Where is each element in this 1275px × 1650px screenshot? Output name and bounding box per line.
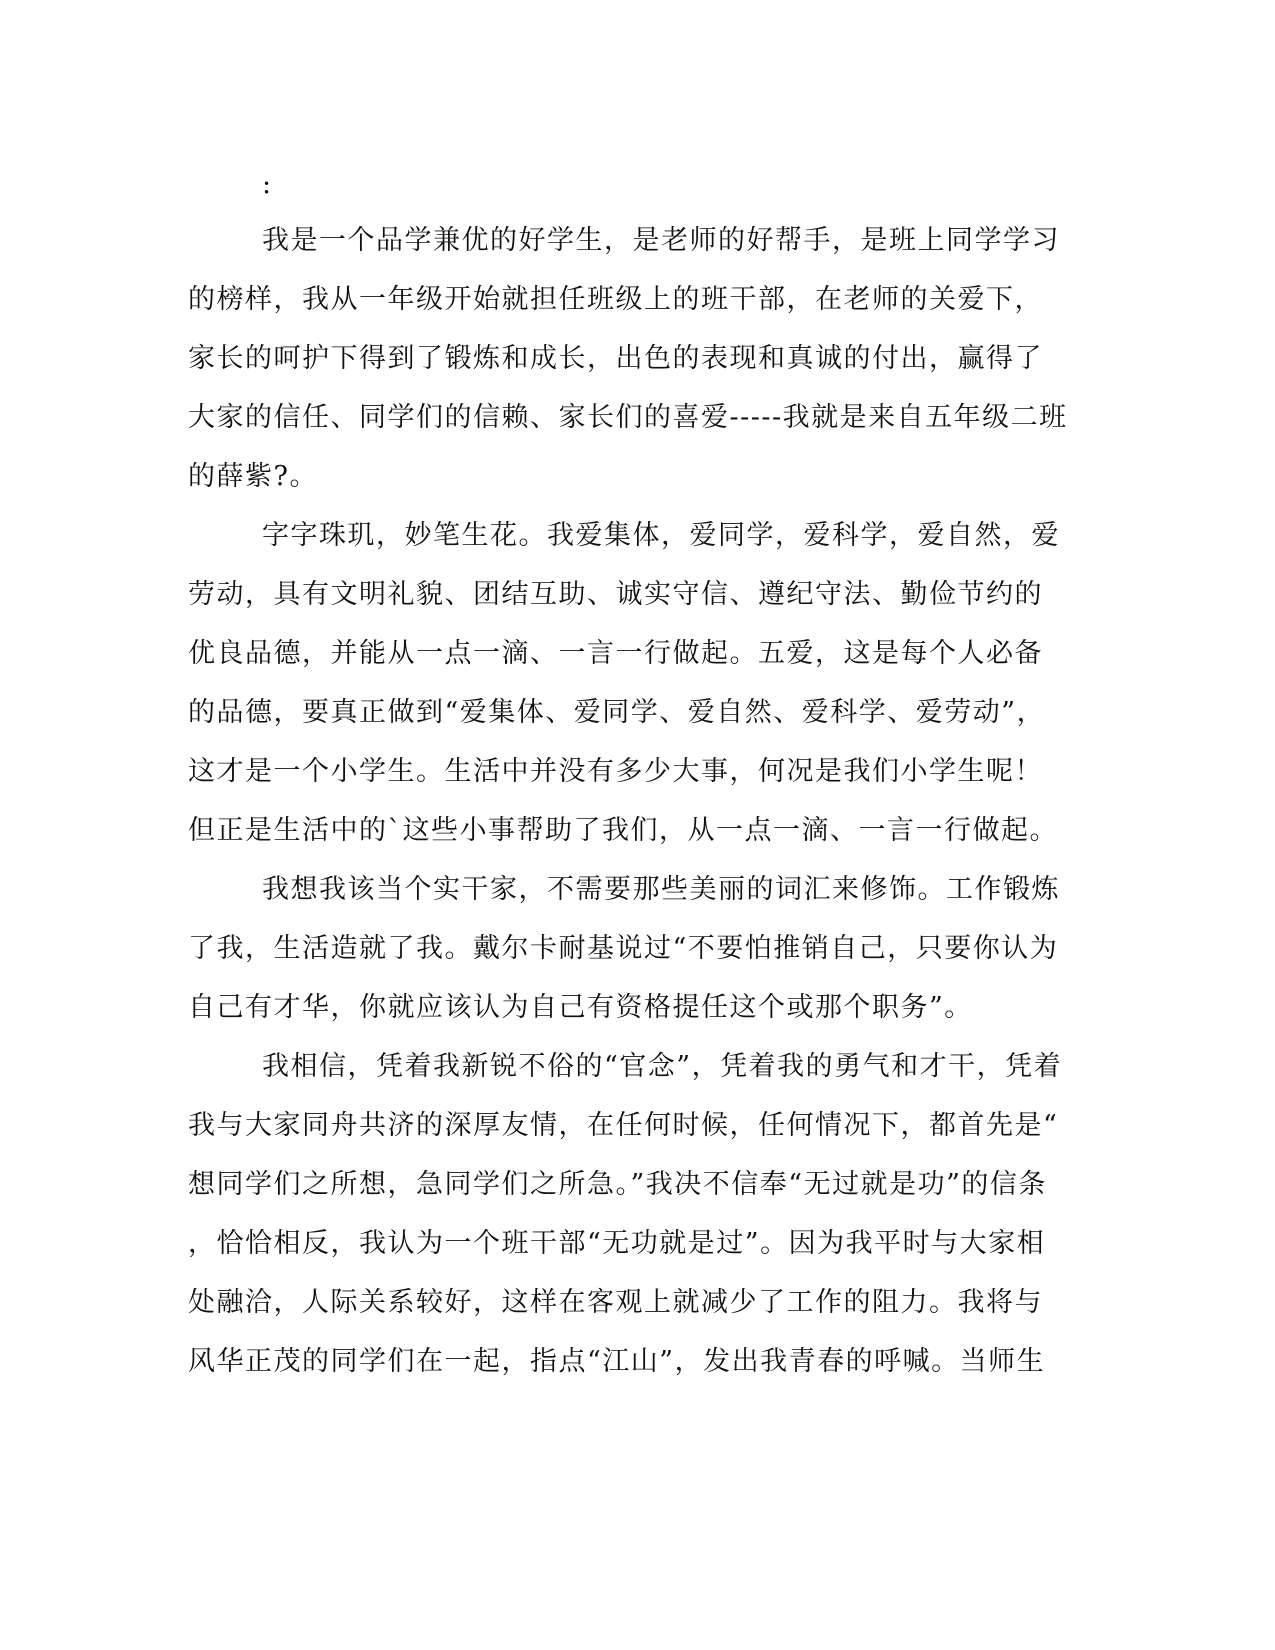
paragraph-line: 我是一个品学兼优的好学生，是老师的好帮手，是班上同学学习: [262, 225, 1060, 256]
paragraph-line: 大家的信任、同学们的信赖、家长们的喜爱-----我就是来自五年级二班: [188, 402, 1068, 433]
paragraph-line: 了我，生活造就了我。戴尔卡耐基说过“不要怕推销自己，只要你认为: [188, 933, 1059, 964]
paragraph-line: 自己有才华，你就应该认为自己有资格提任这个或那个职务”。: [188, 992, 973, 1023]
paragraph-line: 的榜样，我从一年级开始就担任班级上的班干部，在老师的关爱下，: [188, 284, 1043, 315]
paragraph-line: 优良品德，并能从一点一滴、一言一行做起。五爱，这是每个人必备: [188, 638, 1043, 669]
paragraph-line: 我想我该当个实干家，不需要那些美丽的词汇来修饰。工作锻炼: [262, 874, 1060, 905]
paragraph-line: 我与大家同舟共济的深厚友情，在任何时候，任何情况下，都首先是“: [188, 1110, 1059, 1141]
paragraph-line: 这才是一个小学生。生活中并没有多少大事，何况是我们小学生呢！: [188, 756, 1043, 787]
paragraph-line: 家长的呵护下得到了锻炼和成长，出色的表现和真诚的付出，赢得了: [188, 343, 1043, 374]
paragraph-line: 我相信，凭着我新锐不俗的“官念”，凭着我的勇气和才干，凭着: [262, 1051, 1063, 1082]
paragraph-line: 劳动，具有文明礼貌、团结互助、诚实守信、遵纪守法、勤俭节约的: [188, 579, 1043, 610]
heading-colon: :: [262, 169, 273, 200]
paragraph-line: 风华正茂的同学们在一起，指点“江山”，发出我青春的呼喊。当师生: [188, 1346, 1046, 1377]
paragraph-line: 字字珠玑，妙笔生花。我爱集体，爱同学，爱科学，爱自然，爱: [262, 520, 1060, 551]
paragraph-line: 想同学们之所想，急同学们之所急。”我决不信奉“无过就是功”的信条: [188, 1169, 1047, 1200]
paragraph-line: ，恰恰相反，我认为一个班干部“无功就是过”。因为我平时与大家相: [188, 1228, 1046, 1259]
paragraph-line: 但正是生活中的`这些小事帮助了我们，从一点一滴、一言一行做起。: [188, 815, 1058, 846]
paragraph-line: 处融洽，人际关系较好，这样在客观上就减少了工作的阻力。我将与: [188, 1287, 1043, 1318]
paragraph-line: 的品德，要真正做到“爱集体、爱同学、爱自然、爱科学、爱劳动”，: [188, 697, 1046, 728]
paragraph-line: 的薛紫?。: [188, 461, 318, 492]
